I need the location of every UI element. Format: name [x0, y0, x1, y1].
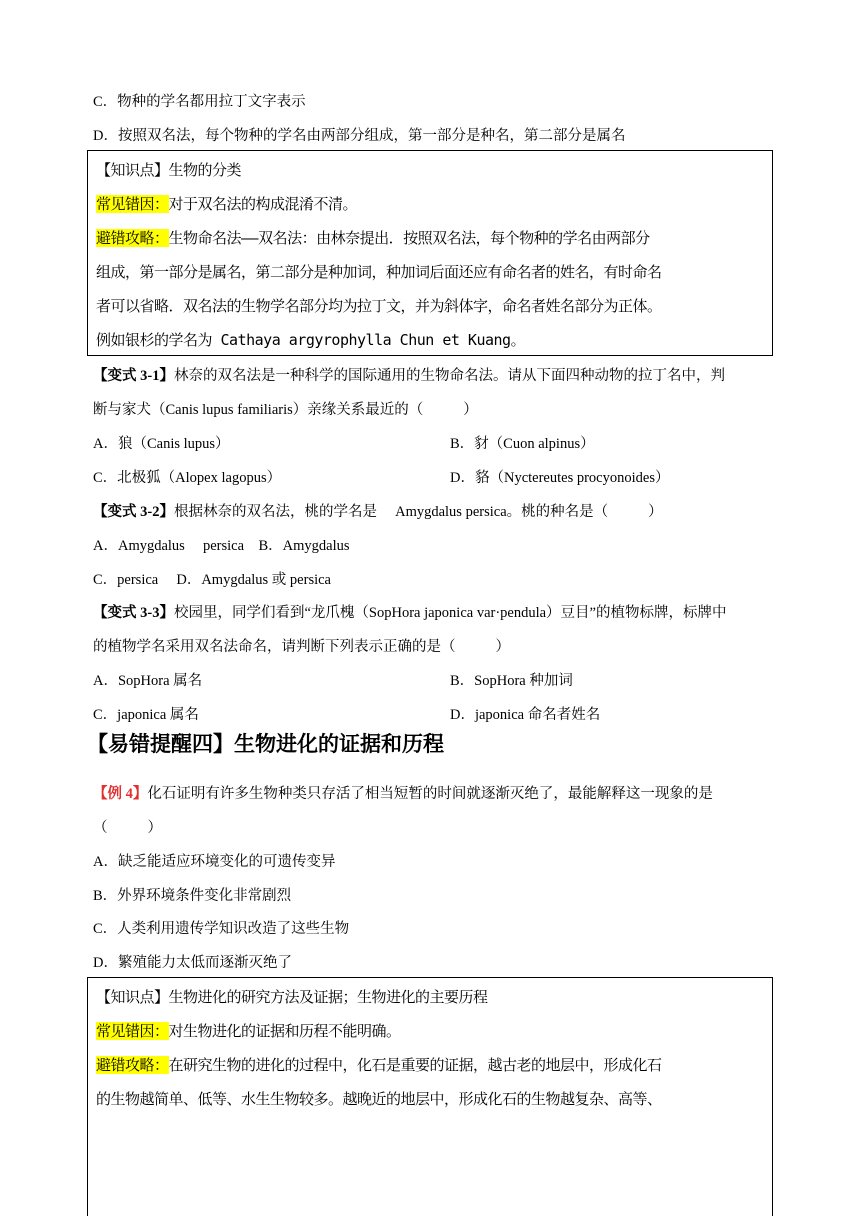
- knowledge-point: [96, 159, 241, 180]
- option-d: D．按照双名法，每个物种的学名由两部分组成，第一部分是种名，第二部分是属名: [93, 128, 626, 144]
- ex4-paren-start: （: [93, 820, 108, 836]
- q32-paren-end: ）: [648, 504, 663, 520]
- knowledge-text-2: 生物进化的研究方法及证据；生物进化的主要历程: [168, 988, 488, 1006]
- q32-tag: 【变式 3-2】: [93, 504, 174, 520]
- knowledge-label-2: 【知识点】: [96, 988, 169, 1006]
- ex4-option-c: C．人类利用遗传学知识改造了这些生物: [93, 921, 350, 937]
- q31-tag: 【变式 3-1】: [93, 368, 174, 384]
- q33-options-cd: [93, 703, 773, 724]
- q31-option-b: B．豺（Cuon alpinus）: [450, 436, 595, 452]
- common-error-2: [96, 1020, 401, 1041]
- knowledge-text: 生物的分类: [168, 161, 242, 179]
- q31-options-cd: [93, 466, 773, 487]
- q33-stem1: 校园里，同学们看到“龙爪槐（SopHora japonica var·pendula）豆目”的植物标牌，标牌中: [173, 605, 727, 621]
- ex4-stem-line2: [93, 816, 162, 837]
- section-title: 【易错提醒四】生物进化的证据和历程: [87, 732, 444, 756]
- q33-option-d: D．japonica 命名者姓名: [450, 707, 601, 723]
- q33-stem-line2: [93, 635, 510, 656]
- ex4-option-d: D．繁殖能力太低而逐渐灭绝了: [93, 955, 292, 971]
- q33-tag: 【变式 3-3】: [93, 605, 174, 621]
- error-text-2: 对生物进化的证据和历程不能明确。: [168, 1022, 401, 1040]
- strategy-line-4: 例如银杉的学名为 Cathaya argyrophylla Chun et Kuang。: [96, 331, 526, 349]
- q33-options-ab: [93, 669, 773, 690]
- q33-stem-line1: [93, 601, 727, 622]
- strategy-line-3: 者可以省略．双名法的生物学名部分均为拉丁文，并为斜体字，命名者姓名部分为正体。: [96, 297, 662, 315]
- ex4-stem-line1: [93, 782, 713, 803]
- strategy-text-2: 在研究生物的进化的过程中，化石是重要的证据，越古老的地层中，形成化石: [168, 1056, 662, 1074]
- error-label: 常见错因：: [96, 195, 169, 213]
- q32-options-cd: C．persica D．Amygdalus 或 persica: [93, 572, 331, 588]
- strategy-line-1-b2: [96, 1054, 662, 1075]
- q31-stem-line2: [93, 398, 478, 419]
- knowledge-point-2: [96, 986, 488, 1007]
- q32-stem: [93, 500, 663, 521]
- strategy-label: 避错攻略：: [96, 229, 169, 247]
- knowledge-label: 【知识点】: [96, 161, 169, 179]
- q31-option-d: D．貉（Nyctereutes procyonoides）: [450, 470, 670, 486]
- ex4-paren-end: ）: [147, 820, 162, 836]
- strategy-text: 生物命名法——双名法：由林奈提出．按照双名法，每个物种的学名由两部分: [168, 229, 650, 247]
- ex4-option-b: B．外界环境条件变化非常剧烈: [93, 888, 292, 904]
- q31-stem-line1: [93, 364, 725, 385]
- q31-option-a: A．狼（Canis lupus）: [93, 436, 230, 452]
- q31-paren-end: ）: [463, 402, 478, 418]
- q31-stem1: 林奈的双名法是一种科学的国际通用的生物命名法。请从下面四种动物的拉丁名中，判: [173, 368, 725, 384]
- tip-box-2: [87, 977, 773, 1216]
- strategy-line-1: [96, 227, 650, 248]
- q31-stem2: 断与家犬（Canis lupus familiaris）亲缘关系最近的（: [93, 402, 424, 418]
- strategy-line-2: 组成，第一部分是属名，第二部分是种加词，种加词后面还应有命名者的姓名，有时命名: [96, 263, 662, 281]
- error-text: 对于双名法的构成混淆不清。: [168, 195, 358, 213]
- q33-paren-end: ）: [495, 639, 510, 655]
- ex4-stem1: 化石证明有许多生物种类只存活了相当短暂的时间就逐渐灭绝了，最能解释这一现象的是: [147, 786, 713, 802]
- ex4-option-a: A．缺乏能适应环境变化的可遗传变异: [93, 854, 336, 870]
- strategy-label-2: 避错攻略：: [96, 1056, 169, 1074]
- common-error: [96, 193, 357, 214]
- q31-options-ab: [93, 432, 773, 453]
- q33-option-a: A．SopHora 属名: [93, 673, 203, 689]
- q33-option-b: B．SopHora 种加词: [450, 673, 573, 689]
- q32-stem-text: 根据林奈的双名法，桃的学名是 Amygdalus persica。桃的种名是（: [173, 504, 609, 520]
- tip-box-1: [87, 150, 773, 356]
- q33-stem2: 的植物学名采用双名法命名，请判断下列表示正确的是（: [93, 639, 456, 655]
- strategy-line-2-b2: 的生物越简单、低等、水生生物较多。越晚近的地层中，形成化石的生物越复杂、高等、: [96, 1090, 662, 1108]
- q31-option-c: C．北极狐（Alopex lagopus）: [93, 470, 282, 486]
- error-label-2: 常见错因：: [96, 1022, 169, 1040]
- ex4-tag: 【例 4】: [93, 786, 148, 802]
- q32-options-ab: A．Amygdalus persica B．Amygdalus: [93, 538, 350, 554]
- option-c: C．物种的学名都用拉丁文字表示: [93, 94, 306, 110]
- q33-option-c: C．japonica 属名: [93, 707, 199, 723]
